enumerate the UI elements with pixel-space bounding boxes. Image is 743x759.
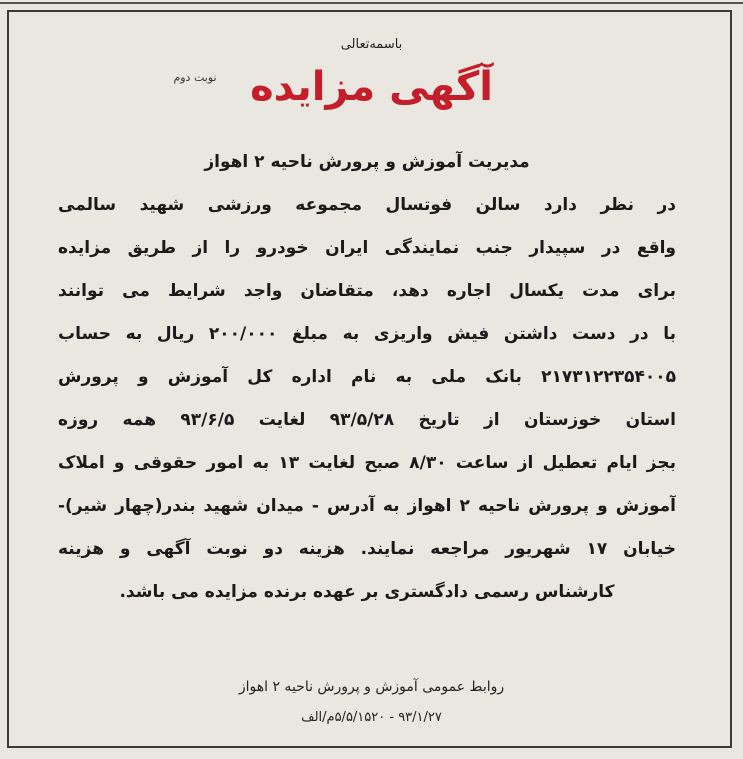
body-line: آموزش و پرورش ناحیه ۲ اهواز به آدرس - میدان شهید بندر(چهار شیر)- bbox=[58, 496, 676, 516]
body-line: با در دست داشتن فیش واریزی به مبلغ ۲۰۰/۰۰۰ ریال به حساب bbox=[58, 324, 676, 344]
body-line: مدیریت آموزش و پرورش ناحیه ۲ اهواز bbox=[204, 152, 530, 172]
body-line: واقع در سپیدار جنب نمایندگی ایران خودرو را از طریق مزایده bbox=[58, 238, 676, 258]
body-line: استان خوزستان از تاریخ ۹۳/۵/۲۸ لغایت ۹۳/۶/۵ همه روزه bbox=[58, 410, 676, 430]
notice-title: آگهی مزایده bbox=[250, 64, 493, 110]
signature-line: روابط عمومی آموزش و پرورش ناحیه ۲ اهواز bbox=[238, 679, 505, 695]
edition-label: نوبت دوم bbox=[173, 71, 217, 84]
body-line: ۲۱۷۳۱۲۲۳۵۴۰۰۵ بانک ملی به نام اداره کل آموزش و پرورش bbox=[58, 367, 676, 387]
body-line: در نظر دارد سالن فوتسال مجموعه ورزشی شهید سالمی bbox=[58, 195, 676, 215]
top-rule bbox=[0, 2, 743, 4]
invocation-text: باسمه‌تعالی bbox=[340, 37, 403, 52]
body-line: کارشناس رسمی دادگستری بر عهده برنده مزایده می باشد. bbox=[119, 582, 615, 602]
body-line: برای مدت یکسال اجاره دهد، متقاضان واجد شرایط می توانند bbox=[58, 281, 676, 301]
notice-body bbox=[58, 141, 676, 614]
body-line: خیابان ۱۷ شهریور مراجعه نمایند. هزینه دو نوبت آگهی و هزینه bbox=[58, 539, 676, 559]
body-line: بجز ایام تعطیل از ساعت ۸/۳۰ صبح لغایت ۱۳ به امور حقوقی و املاک bbox=[58, 453, 676, 473]
reference-number: ۹۳/۱/۲۷ - ۵/۵/۱۵۲۰م/الف bbox=[301, 710, 442, 725]
